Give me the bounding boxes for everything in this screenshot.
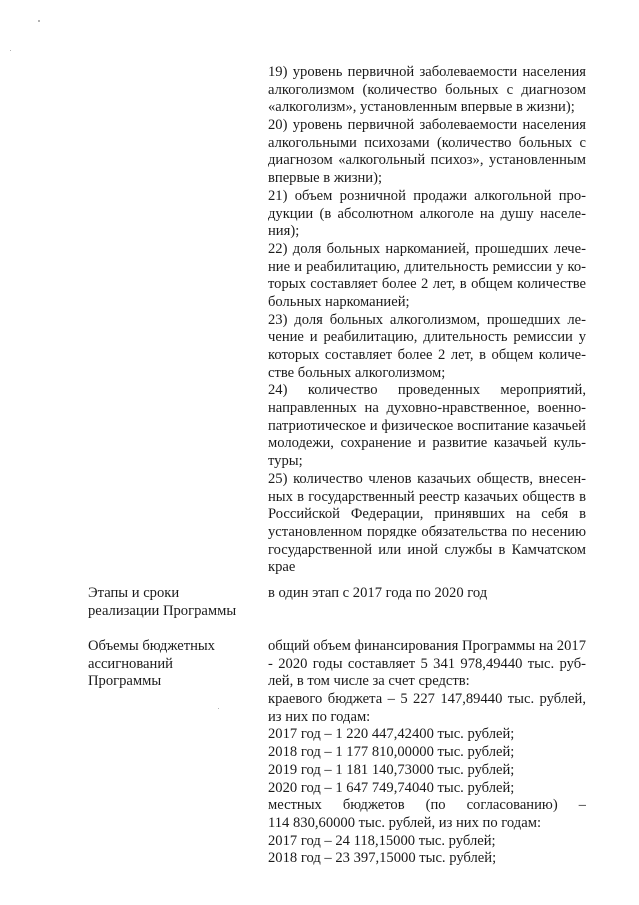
budget-row-value — [268, 638, 586, 868]
budget-line: 2017 год – 24 118,15000 тыс. рублей; — [268, 832, 496, 849]
list-item-line: стве больных алкоголизмом; — [268, 364, 446, 381]
list-item-line: алкогольными психозами (количество больных с — [268, 134, 586, 151]
list-item-line: Российской Федерации, принявших на себя в — [268, 506, 586, 523]
list-item-line: 19) уровень первичной заболеваемости населения — [268, 64, 586, 80]
list-item — [268, 382, 586, 470]
list-item-line: 22) доля больных наркоманией, прошедших лече- — [268, 240, 586, 257]
list-item — [268, 241, 586, 312]
list-item — [268, 188, 586, 241]
list-item-line: патриотическое и физическое воспитание казачьей — [268, 417, 586, 434]
budget-line: местных бюджетов (по согласованию) – — [268, 797, 586, 814]
list-item-line: ных в государственный реестр казачьих обществ в — [268, 488, 586, 505]
row-label-line: реализации Программы — [88, 602, 237, 619]
scan-speck — [38, 20, 40, 22]
stages-row-value — [268, 585, 586, 603]
row-label-line: Этапы и сроки — [88, 585, 180, 601]
scan-speck — [10, 50, 11, 51]
budget-line: 2017 год – 1 220 447,42400 тыс. рублей; — [268, 726, 515, 743]
list-item — [268, 117, 586, 188]
budget-line: лей, в том числе за счет средств: — [268, 673, 470, 690]
list-item-line: 24) количество проведенных мероприятий, — [268, 382, 586, 399]
list-item-line: дукции (в абсолютном алкоголе на душу населе- — [268, 205, 586, 222]
list-item — [268, 471, 586, 577]
row-label-line: ассигнований — [88, 655, 173, 672]
list-item-line: крае — [268, 559, 296, 576]
list-item-line: государственной или иной службы в Камчатском — [268, 541, 586, 558]
stages-row-label — [88, 585, 258, 620]
list-item-line: туры; — [268, 453, 303, 470]
list-item-line: больных наркоманией; — [268, 293, 410, 310]
budget-line: общий объем финансирования Программы на 2017 — [268, 638, 586, 654]
list-item-line: направленных на духовно-нравственное, военно- — [268, 400, 586, 417]
budget-line: 2019 год – 1 181 140,73000 тыс. рублей; — [268, 761, 515, 778]
budget-line: 2018 год – 1 177 810,00000 тыс. рублей; — [268, 744, 515, 761]
budget-line: из них по годам: — [268, 708, 371, 725]
list-item-line: 20) уровень первичной заболеваемости населения — [268, 117, 586, 134]
scan-speck — [218, 708, 219, 709]
budget-line: краевого бюджета – 5 227 147,89440 тыс. рублей, — [268, 691, 586, 708]
list-item-line: 23) доля больных алкоголизмом, прошедших ле- — [268, 311, 586, 328]
list-item-line: диагнозом «алкогольный психоз», установленным — [268, 152, 586, 169]
continued-indicator-list — [268, 64, 586, 577]
budget-line: 2018 год – 23 397,15000 тыс. рублей; — [268, 850, 497, 867]
list-item-line: которых составляет более 2 лет, в общем количе- — [268, 347, 586, 363]
list-item — [268, 64, 586, 117]
list-item-line: впервые в жизни); — [268, 170, 383, 187]
list-item — [268, 312, 586, 383]
budget-line: - 2020 годы составляет 5 341 978,49440 тыс. руб- — [268, 655, 586, 672]
budget-row-label — [88, 638, 258, 691]
row-label-line: Объемы бюджетных — [88, 638, 215, 654]
list-item-line: алкоголизмом (количество больных с диагнозом — [268, 81, 586, 98]
budget-line: 2020 год – 1 647 749,74040 тыс. рублей; — [268, 779, 515, 796]
list-item-line: молодежи, сохранение и развитие казачьей куль- — [268, 435, 586, 452]
list-item-line: «алкоголизм», установленным впервые в жизни); — [268, 99, 575, 116]
list-item-line: ние и реабилитацию, длительность ремиссии у ко- — [268, 258, 586, 275]
list-item-line: 21) объем розничной продажи алкогольной про- — [268, 187, 586, 204]
budget-line: 114 830,60000 тыс. рублей, из них по годам: — [268, 814, 541, 831]
list-item-line: чение и реабилитацию, длительность ремиссии у — [268, 329, 586, 346]
row-value-line: в один этап с 2017 года по 2020 год — [268, 585, 488, 601]
list-item-line: торых составляет более 2 лет, в общем количестве — [268, 276, 586, 293]
list-item-line: ния); — [268, 223, 300, 240]
list-item-line: 25) количество членов казачьих обществ, внесен- — [268, 470, 586, 487]
row-label-line: Программы — [88, 673, 162, 690]
list-item-line: установленном порядке обязательства по несению — [268, 523, 586, 540]
